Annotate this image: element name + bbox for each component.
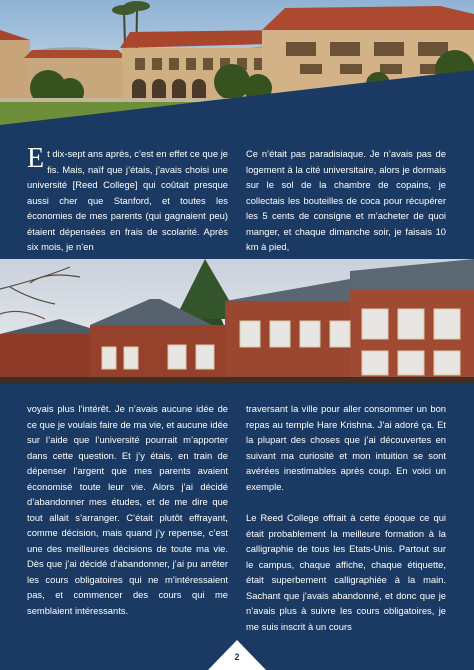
article-column-5: Le Reed College offrait à cette époque ce qui était probablement la meilleure formation à la calligraphie de tous les Etats-Unis. Partout sur le campus, chaque affiche, chaque étiquette, était superbement calligraphiée à la main. Sachant que j’avais abandonné, et donc que je n’avais plus à suivre les cours obligatoires, je me suis inscrit à un cours bbox=[246, 512, 446, 632]
campus-photo-middle bbox=[0, 259, 474, 384]
article-column-2: Ce n’était pas paradisiaque. Je n’avais pas de logement à la cité universitaire, alors je dormais sur le sol de la chambre de copains, je collectais les bouteilles de coca pour récupérer les 5 cents de consigne et m’acheter de quoi manger, et chaque dimanche soir, je faisais 10 km à pied, bbox=[246, 148, 446, 252]
article-column-3: voyais plus l’intérêt. Je n’avais aucune idée de ce que je voulais faire de ma vie, et aucune idée sur l’aide que l’université pourrait m’apporter dans cette question. Et j’y étais, en train de dépenser l’argent que mes parents avaient économisé toute leur vie. Alors j’ai décidé d’abandonner mes études, et de me dire que tout allait s’arranger. C’était plutôt effrayant, comme décision, mais quand j’y repense, c’est une des meilleures décisions de toute ma vie. Dès que j’ai décidé d’abandonner, j’ai pu arrêter les cours obligatoires qui ne m’intéressaient pas, et commencer des cours qui me semblaient intéressants. bbox=[27, 403, 228, 616]
page-number-tab bbox=[208, 640, 266, 670]
article-column-1-text: t dix-sept ans après, c’est en effet ce que je fis. Mais, naïf que j’étais, j’avais choisi une université [Reed College] qui coûtait presque aussi cher que Stanford, et toutes les économies de mes parents (qui gagnaient peu) étaient dépensées en frais de scolarité. Après six mois, je n’en bbox=[27, 148, 228, 252]
campus-photo-top bbox=[0, 0, 474, 125]
page-number: 2 bbox=[234, 652, 240, 662]
article-column-4: traversant la ville pour aller consommer un bon repas au temple Hare Krishna. J’ai adoré ça. Et la plupart des choses que j’ai découvertes en suivant ma curiosité et mon intuition se sont avérées inestimables après coup. En voici un exemple. bbox=[246, 403, 446, 492]
article-column-1 bbox=[27, 143, 228, 255]
drop-cap: E bbox=[27, 143, 45, 174]
